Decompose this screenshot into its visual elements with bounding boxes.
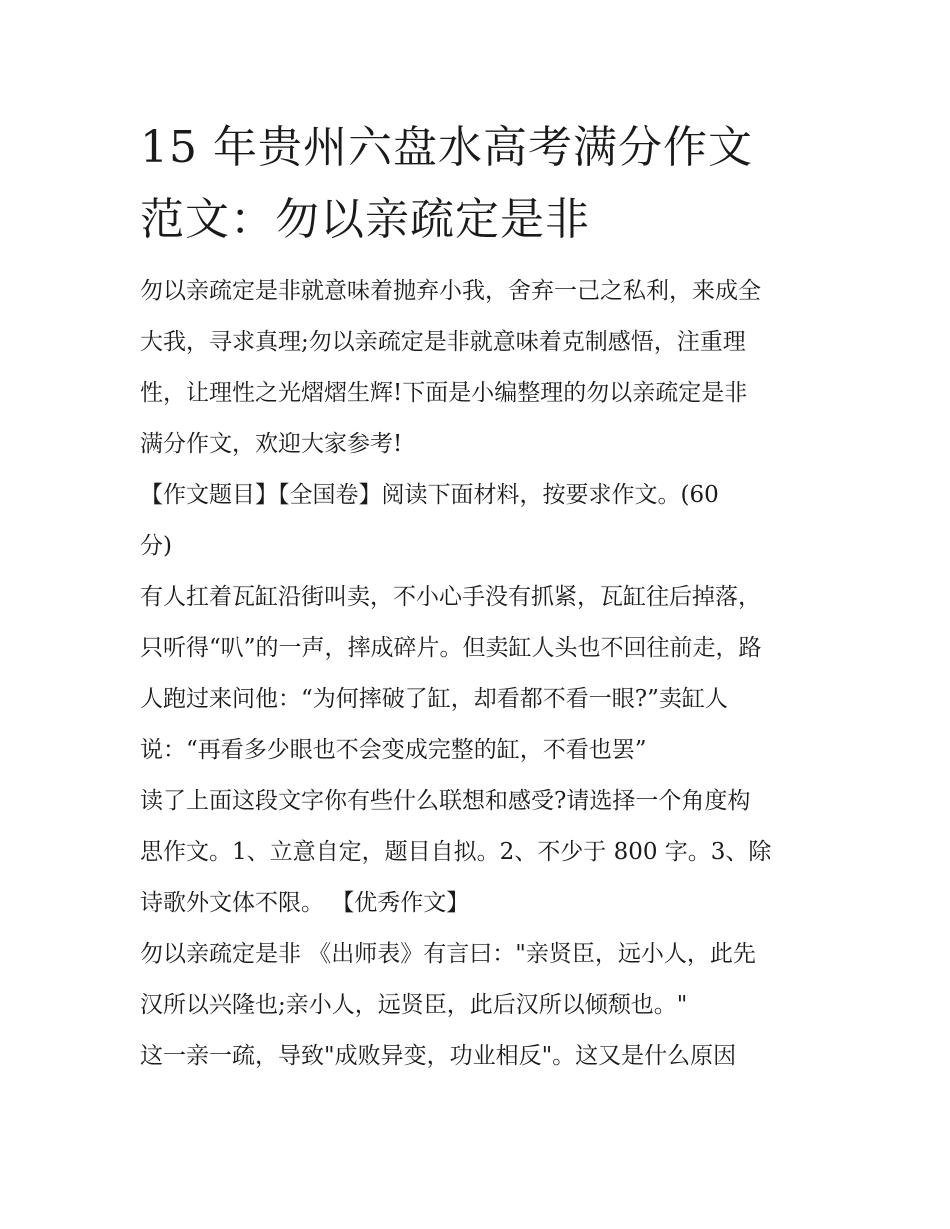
body-line-1: 勿以亲疏定是非就意味着抛弃小我，舍弃一己之私利，来成全 <box>140 278 761 304</box>
body-line-5: 【作文题目】【全国卷】阅读下面材料，按要求作文。(60 <box>140 482 719 508</box>
body-line-11: 读了上面这段文字你有些什么联想和感受?请选择一个角度构 <box>140 788 751 814</box>
title-line-1: 15 年贵州六盘水高考满分作文 <box>140 122 753 173</box>
body-line-14: 勿以亲疏定是非 《出师表》有言曰："亲贤臣，远小人，此先 <box>140 941 756 967</box>
body-line-4: 满分作文，欢迎大家参考! <box>140 431 403 457</box>
document-page <box>140 112 815 1082</box>
body-line-13: 诗歌外文体不限。 【优秀作文】 <box>140 890 470 916</box>
document-body <box>140 266 815 1082</box>
body-line-6: 分) <box>140 533 172 559</box>
body-line-12: 思作文。1、立意自定，题目自拟。2、不少于 800 字。3、除 <box>140 839 772 865</box>
body-line-7: 有人扛着瓦缸沿街叫卖，不小心手没有抓紧，瓦缸往后掉落， <box>140 584 761 610</box>
body-line-9: 人跑过来问他：“为何摔破了缸，却看都不看一眼?”卖缸人 <box>140 686 728 712</box>
body-line-15: 汉所以兴隆也;亲小人，远贤臣，此后汉所以倾颓也。" <box>140 992 688 1018</box>
body-line-8: 只听得“叭”的一声，摔成碎片。但卖缸人头也不回往前走，路 <box>140 635 762 661</box>
body-line-2: 大我，寻求真理;勿以亲疏定是非就意味着克制感悟，注重理 <box>140 329 746 355</box>
title-line-2: 范文：勿以亲疏定是非 <box>140 194 590 245</box>
document-title <box>140 112 815 256</box>
body-line-10: 说：“再看多少眼也不会变成完整的缸，不看也罢” <box>140 737 647 763</box>
body-line-16: 这一亲一疏，导致"成败异变，功业相反"。这又是什么原因 <box>140 1043 737 1069</box>
body-line-3: 性，让理性之光熠熠生辉!下面是小编整理的勿以亲疏定是非 <box>140 380 748 406</box>
